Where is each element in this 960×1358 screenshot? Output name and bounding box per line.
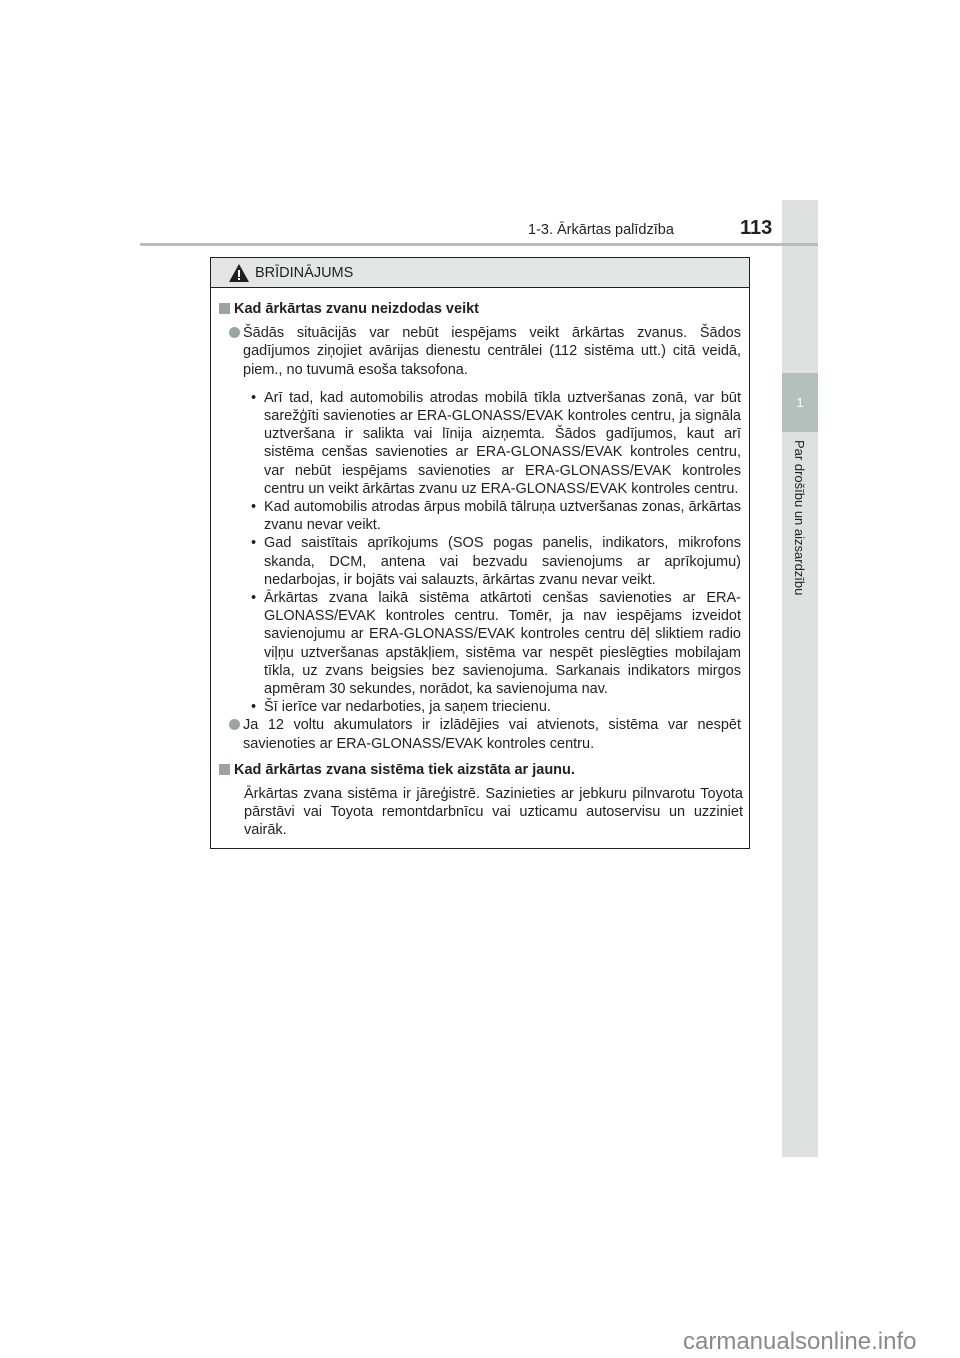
warning-triangle-icon bbox=[229, 264, 249, 282]
square-bullet-icon bbox=[219, 764, 230, 775]
circle-bullet-icon bbox=[229, 719, 240, 730]
side-tab bbox=[782, 200, 818, 1157]
list-item: Šādās situācijās var nebūt iespējams veikt ārkārtas zvanus. Šādos gadījumos ziņojiet avārijas dienestu centrālei (112 sistēma utt.) citā veidā, piem., no tuvumā esoša taksofona. bbox=[229, 324, 741, 379]
chapter-label: Par drošību un aizsardzību bbox=[792, 440, 807, 596]
page-number: 113 bbox=[740, 217, 773, 239]
list-item: • Gad saistītais aprīkojums (SOS pogas panelis, indikators, mikrofons skanda, DCM, antena vai bezvadu savienojums ar aprīkojumu) nedarbojas, ir bojāts vai salauzts, ārkārtas zvanu nevar veikt. bbox=[251, 535, 741, 588]
circle-bullet-icon bbox=[229, 327, 240, 338]
sub-list bbox=[251, 389, 741, 717]
watermark: carmanualsonline.info bbox=[683, 1328, 917, 1355]
paragraph: Ārkārtas zvana sistēma ir jāreģistrē. Sazinieties ar jebkuru pilnvarotu Toyota pārstāvi vai Toyota remontdarbnīcu vai uzticamu autoservisu un uzziniet vairāk. bbox=[244, 786, 743, 839]
warning-box bbox=[210, 257, 750, 849]
list-item: • Ārkārtas zvana laikā sistēma atkārtoti cenšas savienoties ar ERA-GLONASS/EVAK kontroles centru. Tomēr, ja nav iespējams izveidot savienojumu ar ERA-GLONASS/EVAK kontroles centru dēļ sliktiem radio viļņu uztveršanas apstākļiem, sistēma var nespēt pieslēgties mobilajam tīkla, uz zvans beigsies bez savienojuma. Sarkanais indikators mirgos apmēram 30 sekundes, norādot, ka savienojuma nav. bbox=[251, 590, 741, 698]
list-item: • Šī ierīce var nedarboties, ja saņem triecienu. bbox=[251, 699, 551, 716]
chapter-number: 1 bbox=[782, 373, 818, 432]
list-item: • Arī tad, kad automobilis atrodas mobilā tīkla uztveršanas zonā, var būt sarežģīti savienoties ar ERA-GLONASS/EVAK kontroles centru, ja signāla uztveršana ir salikta vai līnija aizņemta. Šādos gadījumos, kaut arī sistēma cenšas savienoties ar ERA-GLONASS/EVAK kontroles centru, var nebūt iespējams savienoties ar ERA-GLONASS/EVAK kontroles centru un veikt ārkārtas zvanu uz ERA-GLONASS/EVAK kontroles centru. bbox=[251, 389, 741, 497]
header-divider bbox=[140, 243, 818, 246]
section-heading: Kad ārkārtas zvanu neizdodas veikt bbox=[219, 300, 741, 318]
section-title: 1-3. Ārkārtas palīdzība bbox=[528, 222, 674, 238]
list-item: • Kad automobilis atrodas ārpus mobilā tālruņa uztveršanas zonas, ārkārtas zvanu nevar veikt. bbox=[251, 499, 741, 534]
warning-header bbox=[211, 258, 749, 288]
section-heading: Kad ārkārtas zvana sistēma tiek aizstāta ar jaunu. bbox=[219, 761, 741, 779]
square-bullet-icon bbox=[219, 303, 230, 314]
warning-title: BRĪDINĀJUMS bbox=[255, 264, 354, 281]
list-item: Ja 12 voltu akumulators ir izlādējies vai atvienots, sistēma var nespēt savienoties ar ERA-GLONASS/EVAK kontroles centru. bbox=[229, 716, 741, 752]
